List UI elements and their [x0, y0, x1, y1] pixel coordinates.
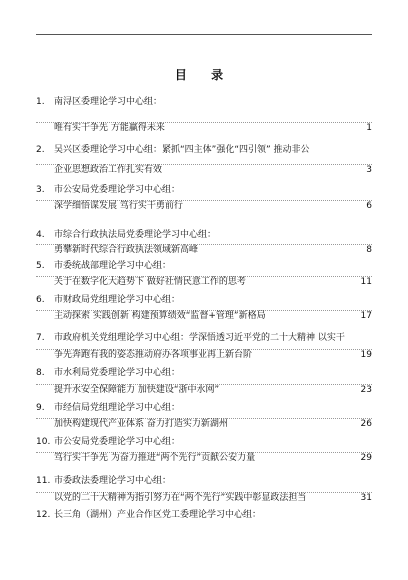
toc-entry-number: 12. [36, 510, 51, 520]
toc-entry-header[interactable] [36, 509, 372, 521]
toc-page-number: 17 [360, 311, 372, 321]
toc-entry-header[interactable] [36, 229, 372, 241]
toc-entry-number: 3. [36, 185, 45, 195]
toc-entry-header[interactable] [36, 184, 372, 196]
toc-entry-header[interactable] [36, 367, 372, 379]
toc-entry-organization: 市政府机关党组理论学习中心组：学深悟透习近平党的二十大精神 以实干 [54, 333, 345, 343]
toc-entry-title: 加快构建现代产业体系 奋力打造实力新湖州 [54, 419, 228, 429]
toc-page-number: 26 [360, 419, 372, 429]
toc-page-number: 23 [360, 385, 372, 395]
toc-entry-title-row[interactable] [36, 164, 372, 175]
toc-entry-title-row[interactable] [36, 452, 372, 463]
toc-entry-number: 5. [36, 261, 45, 271]
toc-entry-title: 深学细悟谋发展 笃行实干勇前行 [54, 201, 183, 211]
toc-entry-header[interactable] [36, 144, 372, 156]
toc-entry-title-row[interactable] [36, 492, 372, 503]
toc-page-number: 3 [366, 165, 372, 175]
toc-entry-header[interactable] [36, 260, 372, 272]
toc-page-number: 1 [366, 123, 372, 133]
toc-entry-title-row[interactable] [36, 418, 372, 429]
toc-entry-title: 唯有实干争先 方能赢得未来 [54, 123, 165, 133]
toc-entry-title: 以党的二十大精神为指引努力在“两个先行”实践中彰显政法担当 [54, 493, 307, 503]
toc-entry-title-row[interactable] [36, 384, 372, 395]
toc-entry-title: 勇攀新时代综合行政执法领域新高峰 [54, 245, 199, 255]
toc-entry-title: 争先奔跑有我的姿态推动府办各项事业再上新台阶 [54, 350, 253, 360]
toc-entry-header[interactable] [36, 475, 372, 487]
toc-entry-title-row[interactable] [36, 122, 372, 133]
toc-page-number: 31 [360, 493, 372, 503]
toc-entry-header[interactable] [36, 402, 372, 414]
toc-entry-number: 7. [36, 333, 45, 343]
toc-entry-header[interactable] [36, 96, 372, 108]
toc-entry-organization: 市委政法委理论学习中心组： [54, 476, 172, 486]
toc-entry-number: 6. [36, 295, 45, 305]
toc-entry-title-row[interactable] [36, 244, 372, 255]
toc-entry-organization: 南浔区委理论学习中心组： [54, 97, 163, 107]
toc-entry-title-row[interactable] [36, 310, 372, 321]
toc-entry-organization: 市公安局党委理论学习中心组： [54, 185, 181, 195]
toc-page-number: 8 [366, 245, 372, 255]
toc-entry-organization: 市经信局党组理论学习中心组： [54, 403, 181, 413]
toc-page-number: 19 [360, 350, 372, 360]
toc-page-number: 6 [366, 201, 372, 211]
toc-title: 目 录 [174, 68, 234, 82]
toc-entry-organization: 市财政局党组理论学习中心组： [54, 295, 181, 305]
toc-entry-title: 主动探索 实践创新 构建预算绩效“监督+管理”新格局 [54, 311, 266, 321]
toc-entry-number: 9. [36, 403, 45, 413]
toc-entry-organization: 吴兴区委理论学习中心组：紧抓“四主体”强化“四引领” 推动非公 [54, 145, 310, 155]
toc-entry-header[interactable] [36, 436, 372, 448]
toc-entry-organization: 长三角（湖州）产业合作区党工委理论学习中心组： [54, 510, 262, 520]
toc-entry-organization: 市水利局党委理论学习中心组： [54, 368, 181, 378]
toc-page-number: 29 [360, 453, 372, 463]
toc-entry-number: 11. [36, 476, 51, 486]
toc-page-number: 11 [360, 277, 372, 287]
toc-entry-organization: 市委统战部理论学习中心组： [54, 261, 172, 271]
toc-entry-title: 企业思想政治工作扎实有效 [54, 165, 163, 175]
toc-entry-title-row[interactable] [36, 200, 372, 211]
toc-entry-title-row[interactable] [36, 349, 372, 360]
toc-entry-organization: 市综合行政执法局党委理论学习中心组： [54, 230, 217, 240]
header-rule [36, 34, 372, 35]
toc-entry-title: 笃行实干争先 为奋力推进“两个先行”贡献公安力量 [54, 453, 256, 463]
toc-entry-number: 4. [36, 230, 45, 240]
toc-entry-title-row[interactable] [36, 276, 372, 287]
toc-entry-number: 10. [36, 437, 51, 447]
toc-entry-title: 提升水安全保障能力 加快建设“浙中水网” [54, 385, 220, 395]
toc-entry-number: 8. [36, 368, 45, 378]
toc-entry-title: 关于在数字化大趋势下 做好社情民意工作的思考 [54, 277, 246, 287]
toc-entry-number: 1. [36, 97, 45, 107]
toc-entry-header[interactable] [36, 294, 372, 306]
toc-entry-organization: 市公安局党委理论学习中心组： [54, 437, 181, 447]
toc-entry-header[interactable] [36, 332, 372, 344]
toc-entry-number: 2. [36, 145, 45, 155]
